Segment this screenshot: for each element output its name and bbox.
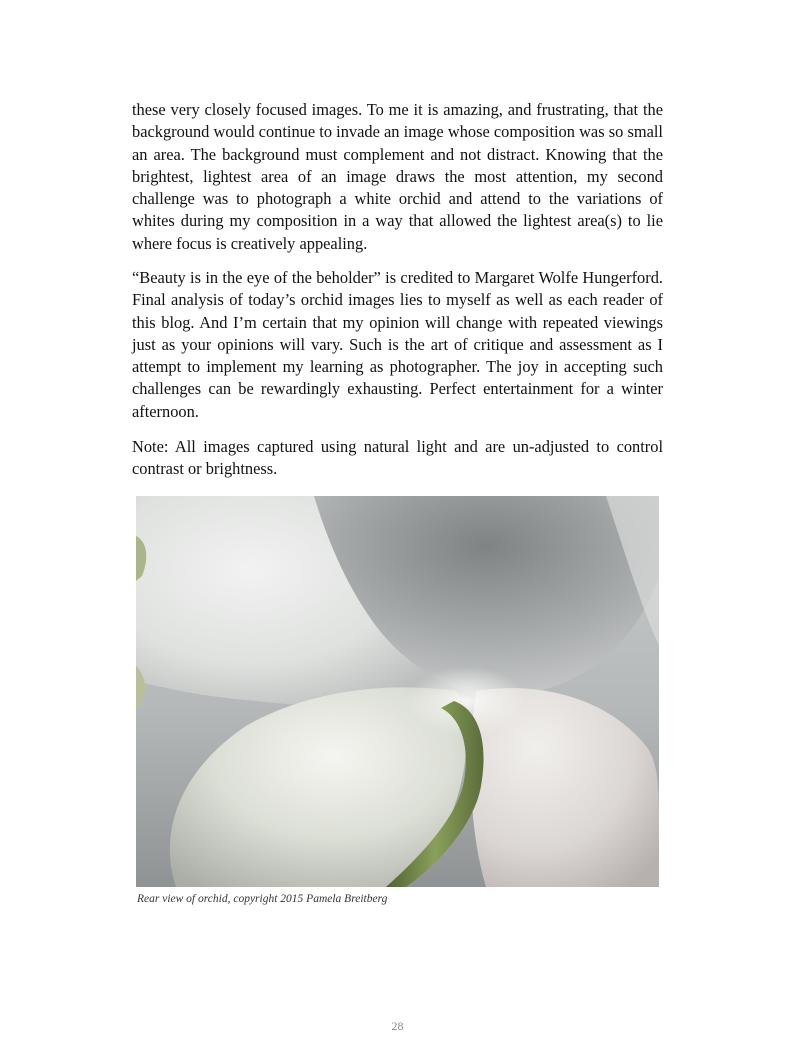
paragraph-capture-note: Note: All images captured using natural light and are un-adjusted to control contrast or brightness. (132, 437, 663, 479)
orchid-photo (136, 496, 659, 887)
figure-caption: Rear view of orchid, copyright 2015 Pamela Breitberg (137, 893, 388, 905)
page-number: 28 (391, 1019, 404, 1033)
paragraph-background-composition: these very closely focused images. To me it is amazing, and frustrating, that the background would continue to invade an image whose composition was so small an area. The background must complement and not distract. Knowing that the brightest, lightest area of an image draws the most attention, my second challenge was to photograph a white orchid and attend to the variations of whites during my composition in a way that allowed the lightest area(s) to lie where focus is creatively appealing. (132, 100, 663, 253)
paragraph-beauty-quote: “Beauty is in the eye of the beholder” is credited to Margaret Wolfe Hungerford. Final analysis of today’s orchid images lies to myself as well as each reader of this blog. And I’m certain that my opinion will change with repeated viewings just as your opinions will vary. Such is the art of critique and assessment as I attempt to implement my learning as photographer. The joy in accepting such challenges can be rewardingly exhausting. Perfect entertainment for a winter afternoon. (132, 268, 663, 421)
